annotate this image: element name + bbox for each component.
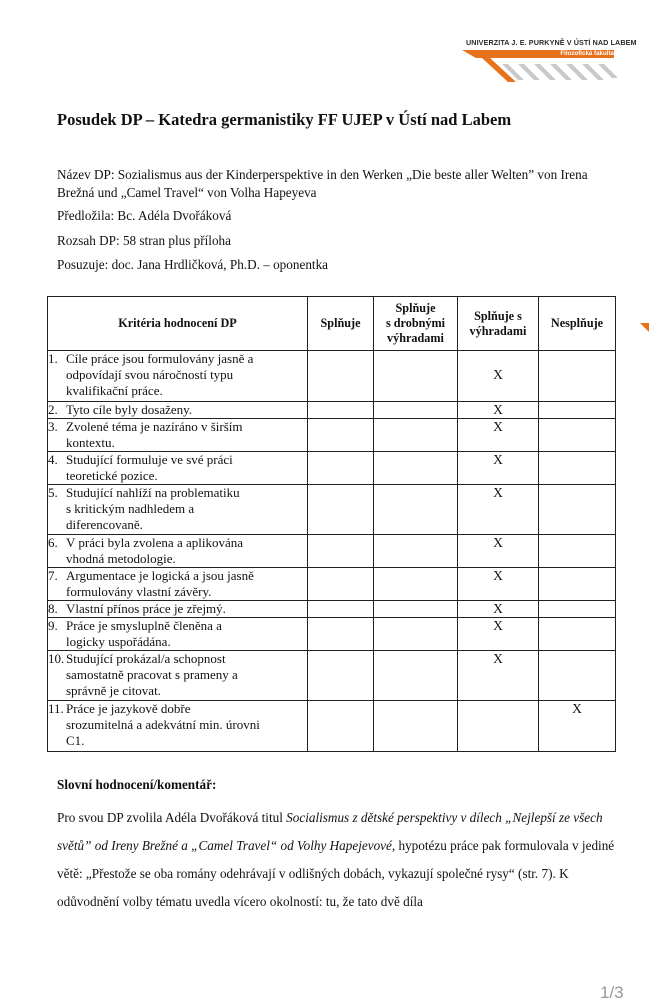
criterion-mark-cell <box>458 701 539 752</box>
criterion-mark-cell <box>374 419 458 452</box>
criterion-mark-cell <box>308 485 374 535</box>
submitted-by-line: Předložila: Bc. Adéla Dvořáková <box>57 208 232 223</box>
criterion-number: 3. <box>48 419 58 434</box>
document-title: Posudek DP – Katedra germanistiky FF UJEP v Ústí nad Labem <box>57 110 512 129</box>
criterion-line: samostatně pracovat s prameny a <box>66 667 238 682</box>
header-meets-reservations <box>458 297 539 351</box>
annotation-marker-icon[interactable] <box>640 323 649 332</box>
criterion-line <box>48 618 307 634</box>
university-logo <box>462 38 637 90</box>
criteria-row <box>48 701 616 752</box>
criterion-label: Studující formuluje ve své práci <box>66 452 233 467</box>
criterion-mark-cell <box>539 419 616 452</box>
criterion-mark-cell <box>374 568 458 601</box>
comment-heading: Slovní hodnocení/komentář: <box>57 777 217 792</box>
criterion-number: 2. <box>48 402 58 417</box>
criterion-line <box>48 535 307 551</box>
criterion-mark-cell <box>539 402 616 419</box>
criterion-mark-cell <box>308 618 374 651</box>
criterion-text <box>48 351 308 402</box>
criterion-mark-cell <box>539 601 616 618</box>
criterion-label: Tyto cíle byly dosaženy. <box>66 402 193 417</box>
criterion-line <box>48 402 307 418</box>
criterion-mark-cell <box>539 485 616 535</box>
criterion-line <box>48 419 307 435</box>
criteria-row <box>48 601 616 618</box>
criterion-label: Argumentace je logická a jsou jasně <box>66 568 254 583</box>
criterion-text <box>48 651 308 701</box>
criterion-mark-cell <box>374 351 458 402</box>
criterion-line: teoretické pozice. <box>66 468 158 483</box>
criterion-text <box>48 601 308 618</box>
criterion-mark-cell: X <box>458 535 539 568</box>
criterion-mark-cell: X <box>458 485 539 535</box>
criterion-mark-cell <box>308 651 374 701</box>
criteria-table-body <box>48 351 616 752</box>
criterion-label: Studující prokázal/a schopnost <box>66 651 226 666</box>
criterion-line <box>48 568 307 584</box>
criteria-row <box>48 351 616 402</box>
criterion-mark-cell <box>539 618 616 651</box>
criteria-row <box>48 651 616 701</box>
criteria-row <box>48 568 616 601</box>
reviewer-line: Posuzuje: doc. Jana Hrdličková, Ph.D. – oponentka <box>57 257 329 272</box>
criterion-line: C1. <box>66 733 85 748</box>
criterion-mark-cell <box>308 535 374 568</box>
thesis-title-line: Název DP: Sozialismus aus der Kinderperspektive in den Werken „Die beste aller Welten” von Irena Brežná und „Camel Travel“ von Volha Hapeyeva <box>57 167 588 200</box>
criterion-number: 10. <box>48 651 65 666</box>
criterion-text <box>48 485 308 535</box>
criterion-text <box>48 402 308 419</box>
criterion-mark-cell <box>308 351 374 402</box>
header-line: Splňuje <box>395 301 436 315</box>
criterion-text <box>48 618 308 651</box>
criterion-number: 11. <box>48 701 64 716</box>
criterion-mark-cell <box>308 568 374 601</box>
criterion-text <box>48 419 308 452</box>
criterion-mark-cell <box>308 419 374 452</box>
criteria-row <box>48 535 616 568</box>
criterion-line: logicky uspořádána. <box>66 634 171 649</box>
criteria-table <box>47 296 616 752</box>
comment-paragraph <box>57 804 615 916</box>
criterion-line <box>48 452 307 468</box>
criterion-number: 4. <box>48 452 58 467</box>
criterion-label: Studující nahlíží na problematiku <box>66 485 240 500</box>
criterion-line: odpovídají svou náročností typu <box>66 367 234 382</box>
criterion-number: 5. <box>48 485 58 500</box>
criterion-mark-cell <box>308 701 374 752</box>
criterion-mark-cell <box>374 601 458 618</box>
criterion-label: Zvolené téma je nazíráno v širším <box>66 419 243 434</box>
criterion-mark-cell <box>539 568 616 601</box>
criterion-text <box>48 701 308 752</box>
criterion-line: formulovány vlastní závěry. <box>66 584 212 599</box>
header-line: Splňuje s <box>474 308 522 323</box>
criterion-mark-cell: X <box>458 419 539 452</box>
criterion-number: 9. <box>48 618 58 633</box>
header-does-not-meet: Nesplňuje <box>539 297 616 351</box>
criterion-mark-cell: X <box>539 701 616 752</box>
criterion-line: s kritickým nadhledem a <box>66 501 195 516</box>
criterion-mark-cell <box>374 452 458 485</box>
criteria-row <box>48 452 616 485</box>
criteria-row <box>48 485 616 535</box>
criterion-line <box>48 601 307 617</box>
criterion-number: 1. <box>48 351 58 366</box>
comment-text: , hypotézu práce pak formulovala v jediné větě: „Přestože se oba romány odehrávají v odlišných dobách, vykazují společné rysy“ (str. 7). K odůvodnění volby tématu uvedla vícero okolností: tu, že tato dvě díla <box>57 838 615 909</box>
header-meets-minor-reservations <box>374 297 458 351</box>
criterion-line <box>48 701 307 717</box>
criterion-mark-cell <box>374 701 458 752</box>
criterion-mark-cell <box>308 402 374 419</box>
criterion-mark-cell <box>539 651 616 701</box>
header-line: výhradami <box>469 323 527 338</box>
header-criteria: Kritéria hodnocení DP <box>48 297 308 351</box>
criterion-number: 6. <box>48 535 58 550</box>
criterion-mark-cell: X <box>458 568 539 601</box>
criterion-mark-cell: X <box>458 601 539 618</box>
criteria-row <box>48 618 616 651</box>
criterion-label: V práci byla zvolena a aplikována <box>66 535 243 550</box>
criterion-line: kvalifikační práce. <box>66 383 163 398</box>
logo-stripes <box>502 64 618 80</box>
criterion-mark-cell: X <box>458 618 539 651</box>
criterion-mark-cell <box>374 402 458 419</box>
criterion-line: správně je citovat. <box>66 683 161 698</box>
logo-university-name: UNIVERZITA J. E. PURKYNĚ V ÚSTÍ NAD LABEM <box>466 38 637 47</box>
criterion-mark-cell <box>374 651 458 701</box>
header-meets: Splňuje <box>308 297 374 351</box>
header-line: s drobnými <box>385 316 446 330</box>
comment-text: Pro svou DP zvolila Adéla Dvořáková titul <box>57 810 287 825</box>
criterion-mark-cell <box>539 351 616 402</box>
criterion-mark-cell <box>308 452 374 485</box>
criterion-mark-cell <box>374 535 458 568</box>
criteria-row <box>48 419 616 452</box>
criterion-mark-cell <box>374 618 458 651</box>
criteria-header-row <box>48 297 616 351</box>
criterion-line: vhodná metodologie. <box>66 551 176 566</box>
page-indicator: 1/3 <box>600 983 624 1002</box>
criterion-mark-cell: X <box>458 651 539 701</box>
extent-line: Rozsah DP: 58 stran plus příloha <box>57 233 231 248</box>
criterion-mark-cell <box>539 535 616 568</box>
criterion-line <box>48 485 307 501</box>
criterion-line: kontextu. <box>66 435 115 450</box>
criterion-label: Práce je smysluplně členěna a <box>66 618 222 633</box>
criterion-line: srozumitelná a adekvátní min. úrovni <box>66 717 260 732</box>
criterion-text <box>48 452 308 485</box>
criteria-row <box>48 402 616 419</box>
criterion-text <box>48 535 308 568</box>
criterion-label: Práce je jazykově dobře <box>66 701 191 716</box>
criterion-number: 8. <box>48 601 58 616</box>
criterion-label: Cíle práce jsou formulovány jasně a <box>66 351 254 366</box>
criterion-line <box>48 651 307 667</box>
criterion-mark-cell <box>308 601 374 618</box>
criterion-mark-cell: X <box>458 452 539 485</box>
criterion-mark-cell <box>374 485 458 535</box>
criterion-mark-cell: X <box>458 402 539 419</box>
logo-faculty-name: Filozofická fakulta <box>560 50 614 57</box>
criterion-label: Vlastní přínos práce je zřejmý. <box>66 601 226 616</box>
header-line: výhradami <box>387 331 444 345</box>
criterion-line: diferencovaně. <box>66 517 143 532</box>
criterion-mark-cell <box>539 452 616 485</box>
criterion-line <box>48 351 307 367</box>
criterion-mark-cell: X <box>458 351 539 402</box>
criterion-text <box>48 568 308 601</box>
comment-thesis-title-italic: Socialismus z dětské perspektivy v dílech „Nejlepší ze všech světů” od Ireny Brežné a „Camel Travel“ od Volhy Hapejevové <box>57 810 603 853</box>
criterion-number: 7. <box>48 568 58 583</box>
